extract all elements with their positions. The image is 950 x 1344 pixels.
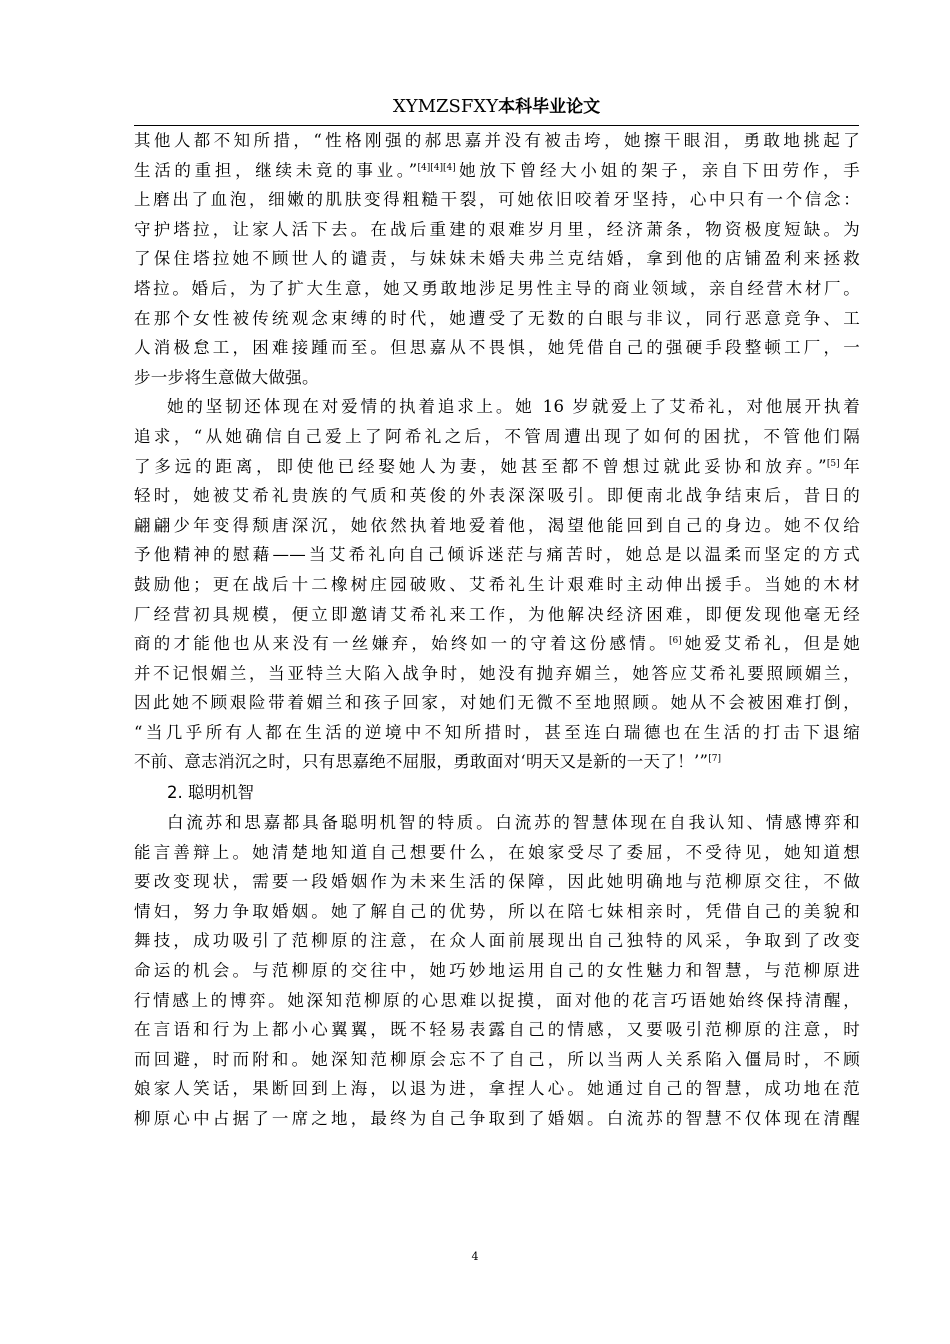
- text-line: 她的坚韧还体现在对爱情的执着追求上。她 16 岁就爱上了艾希礼，对他展开执着: [167, 397, 860, 417]
- text-line: 予他精神的慰藉——当艾希礼向自己倾诉迷茫与痛苦时，她总是以温柔而坚定的方式: [134, 545, 860, 565]
- text-line: 守护塔拉，让家人活下去。在战后重建的艰难岁月里，经济萧条，物资极度短缺。为: [134, 219, 860, 239]
- body-text: [134, 126, 860, 1134]
- text-line: “当几乎所有人都在生活的逆境中不知所措时，甚至连白瑞德也在生活的打击下退缩: [134, 722, 860, 742]
- citation: [5]: [826, 458, 840, 469]
- paragraph-1: [134, 126, 860, 392]
- text-line: 追求，“从她确信自己爱上了阿希礼之后，不管周遭出现了如何的困扰，不管他们隔: [134, 426, 860, 446]
- text-line: 在言语和行为上都小心翼翼，既不轻易表露自己的情感，又要吸引范柳原的注意，时: [134, 1020, 860, 1040]
- text-line: 上磨出了血泡，细嫩的肌肤变得粗糙干裂，可她依旧咬着牙坚持，心中只有一个信念：: [134, 190, 860, 210]
- text-line: 步一步将生意做大做强。: [134, 367, 319, 387]
- section-heading: 2. 聪明机智: [167, 783, 254, 803]
- text-line: 了保住塔拉她不顾世人的谴责，与妹妹未婚夫弗兰克结婚，拿到他的店铺盈利来拯救: [134, 249, 860, 269]
- text-line: 生活的重担，继续未竟的事业。”[4][4][4]她放下曾经大小姐的架子，亲自下田劳作，手: [134, 160, 861, 180]
- text-line: 其他人都不知所措，“性格刚强的郝思嘉并没有被击垮，她擦干眼泪，勇敢地挑起了: [134, 131, 860, 150]
- text-line: 娘家人笑话，果断回到上海，以退为进，拿捏人心。她通过自己的智慧，成功地在范: [134, 1079, 860, 1099]
- text-line: 人消极怠工，困难接踵而至。但思嘉从不畏惧，她凭借自己的强硬手段整顿工厂，一: [134, 338, 860, 358]
- text-line: 能言善辩上。她清楚地知道自己想要什么，在娘家受尽了委屈，不受待见，她知道想: [134, 842, 860, 862]
- text-line: 柳原心中占据了一席之地，最终为自己争取到了婚姻。白流苏的智慧不仅体现在清醒: [134, 1109, 860, 1128]
- page-number: 4: [471, 1250, 479, 1263]
- text-line: 情妇，努力争取婚姻。她了解自己的优势，所以在陪七妹相亲时，凭借自己的美貌和: [134, 901, 860, 921]
- text-line: 命运的机会。与范柳原的交往中，她巧妙地运用自己的女性魅力和智慧，与范柳原进: [134, 961, 860, 981]
- text-line: 不前、意志消沉之时，只有思嘉绝不屈服，勇敢面对‘明天又是新的一天了！’”[7]: [134, 752, 721, 772]
- text-line: 鼓励他；更在战后十二橡树庄园破败、艾希礼生计艰难时主动伸出援手。当她的木材: [134, 574, 860, 594]
- header-latin: XYMZSFXY: [392, 96, 499, 117]
- text-line: 要改变现状，需要一段婚姻作为未来生活的保障，因此她明确地与范柳原交往，不做: [134, 872, 860, 892]
- text-line: 行情感上的博弈。她深知范柳原的心思难以捉摸，面对他的花言巧语她始终保持清醒，: [134, 990, 860, 1010]
- text-line: 舞技，成功吸引了范柳原的注意，在众人面前展现出自己独特的风采，争取到了改变: [134, 931, 860, 951]
- text-line: 塔拉。婚后，为了扩大生意，她又勇敢地涉足男性主导的商业领域，亲自经营木材厂。: [134, 278, 860, 298]
- header-title: 本科毕业论文: [498, 97, 601, 117]
- text-line: 在那个女性被传统观念束缚的时代，她遭受了无数的白眼与非议，同行恶意竞争、工: [134, 308, 860, 328]
- paragraph-3: [134, 808, 860, 1134]
- text-line: 而回避，时而附和。她深知范柳原会忘不了自己，所以当两人关系陷入僵局时，不顾: [134, 1049, 860, 1069]
- text-line: 因此她不顾艰险带着媚兰和孩子回家，对她们无微不至地照顾。她从不会被困难打倒，: [134, 693, 860, 713]
- text-line: 了多远的距离，即使他已经娶她人为妻，她甚至都不曾想过就此妥协和放弃。”[5]年: [134, 456, 860, 476]
- page-header: [134, 92, 859, 126]
- text-line: 并不记恨媚兰，当亚特兰大陷入战争时，她没有抛弃媚兰，她答应艾希礼要照顾媚兰，: [134, 663, 860, 683]
- text-line: 翩翩少年变得颓唐深沉，她依然执着地爱着他，渴望他能回到自己的身边。她不仅给: [134, 515, 860, 535]
- text-line: 轻时，她被艾希礼贵族的气质和英俊的外表深深吸引。即便南北战争结束后，昔日的: [134, 486, 860, 506]
- citation: [4][4][4]: [417, 162, 456, 173]
- citation: [7]: [708, 754, 721, 765]
- citation: [6]: [668, 636, 682, 647]
- text-line: 厂经营初具规模，便立即邀请艾希礼来工作，为他解决经济困难，即便发现他毫无经: [134, 604, 860, 624]
- paragraph-2: [134, 392, 860, 777]
- text-line: 白流苏和思嘉都具备聪明机智的特质。白流苏的智慧体现在自我认知、情感博弈和: [167, 813, 860, 833]
- text-line: 商的才能他也从来没有一丝嫌弃，始终如一的守着这份感情。[6]她爱艾希礼，但是她: [134, 634, 860, 654]
